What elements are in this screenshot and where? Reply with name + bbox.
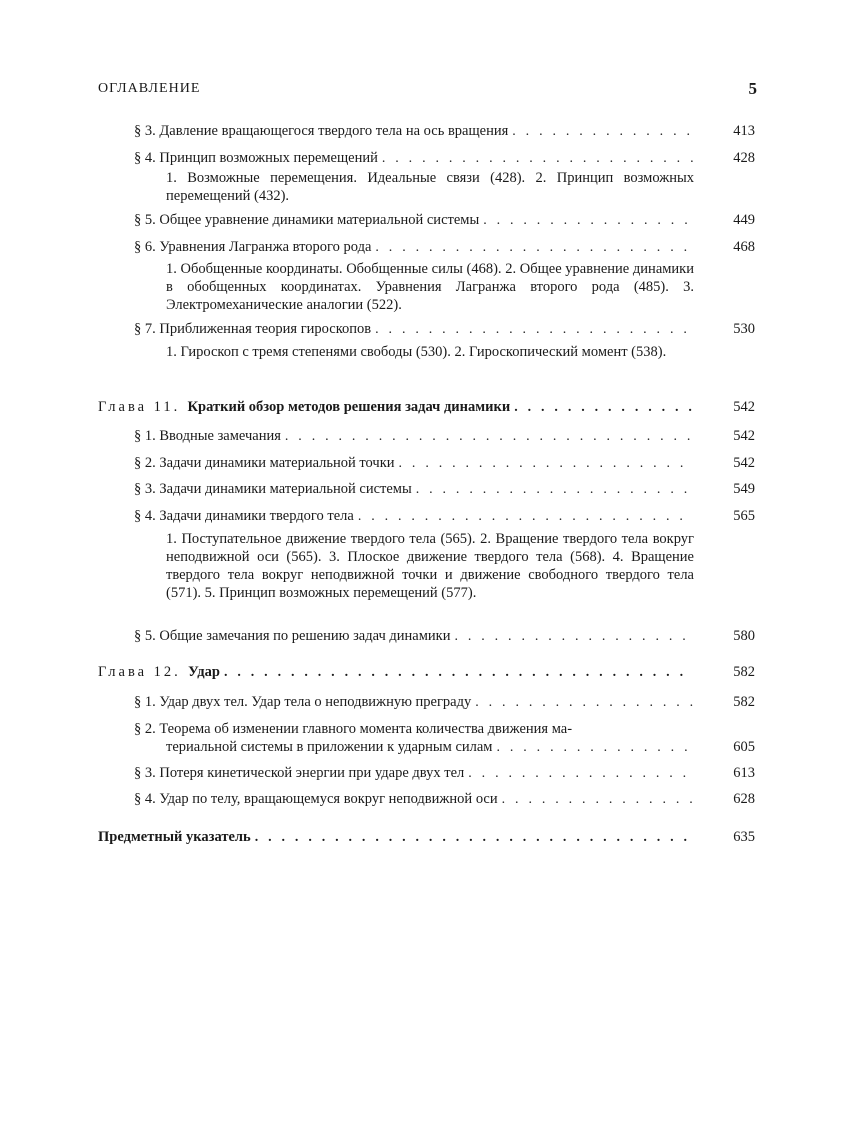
toc-entry[interactable] [166,739,755,759]
toc-entry-label: § 7. Приближенная теория гироскопов [134,321,372,337]
toc-entry[interactable] [134,765,755,785]
toc-entry-page: 542 [733,455,755,471]
toc-subsections: 1. Обобщенные координаты. Обобщенные силы (468). 2. Общее уравнение динамики в обобщенных координатах. Уравнения Лагранжа второго рода (485). 3. Электромеханические аналогии (522). [166,261,694,313]
toc-entry-page: 582 [733,694,755,710]
toc-entry[interactable] [134,455,755,475]
dot-leader [251,830,693,846]
toc-index-entry[interactable] [98,829,755,849]
toc-entry-label: § 3. Задачи динамики материальной системы [134,481,412,497]
dot-leader [450,629,693,645]
toc-entry-page: 449 [733,212,755,228]
chapter-title: Краткий обзор методов решения задач динамики [187,399,511,415]
toc-entry-label: § 1. Удар двух тел. Удар тела о неподвижную преграду [134,694,472,710]
toc-entry-label: § 3. Потеря кинетической энергии при ударе двух тел [134,765,465,781]
dot-leader [395,456,693,472]
toc-entry-label: § 1. Вводные замечания [134,428,281,444]
dot-leader [371,322,693,338]
toc-entry-page: 530 [733,321,755,337]
toc-entry[interactable] [134,212,755,232]
dot-leader [378,151,693,167]
running-head [98,81,757,101]
toc-entry-page: 580 [733,628,755,644]
toc-entry-label: Предметный указатель [98,829,251,845]
chapter-title: Удар [188,664,220,680]
toc-entry-page: 542 [733,399,755,415]
dot-leader [220,665,693,681]
toc-entry-page: 428 [733,150,755,166]
toc-entry-page: 413 [733,123,755,139]
page-number: 5 [748,79,757,98]
dot-leader [354,509,693,525]
toc-subsections: 1. Гироскоп с тремя степенями свободы (530). 2. Гироскопический момент (538). [166,344,667,360]
dot-leader [492,740,693,756]
dot-leader [371,240,693,256]
toc-entry-label: § 4. Удар по телу, вращающемуся вокруг неподвижной оси [134,791,498,807]
toc-entry[interactable] [134,628,755,648]
toc-entry[interactable] [134,239,755,259]
toc-entry[interactable] [134,508,755,528]
toc-entry-page: 565 [733,508,755,524]
toc-entry[interactable] [134,123,755,143]
toc-entry-page: 549 [733,481,755,497]
toc-entry-page: 635 [733,829,755,845]
toc-entry-line1[interactable] [134,721,755,741]
chapter-prefix: Глава 11. [98,399,181,415]
toc-entry-label: § 2. Теорема об изменении главного момента количества движения ма- [134,721,573,737]
dot-leader [479,213,693,229]
dot-leader [412,482,693,498]
dot-leader [464,766,693,782]
toc-entry-page: 582 [733,664,755,680]
toc-entry-label: § 4. Задачи динамики твердого тела [134,508,354,524]
toc-entry-label: териальной системы в приложении к ударным силам [166,739,493,755]
toc-entry-page: 613 [733,765,755,781]
running-head-title: ОГЛАВЛЕНИЕ [98,81,201,96]
toc-entry-label: § 5. Общие замечания по решению задач динамики [134,628,451,644]
chapter-prefix: Глава 12. [98,664,181,680]
toc-entry[interactable] [134,694,755,714]
toc-entry-label: § 3. Давление вращающегося твердого тела на ось вращения [134,123,509,139]
toc-entry[interactable] [134,481,755,501]
toc-subsections: 1. Возможные перемещения. Идеальные связи (428). 2. Принцип возможных перемещений (432). [166,170,694,204]
toc-entry-label: § 4. Принцип возможных перемещений [134,150,378,166]
dot-leader [510,400,693,416]
dot-leader [281,429,693,445]
toc-entry[interactable] [134,321,755,341]
toc-entry[interactable] [134,150,755,170]
dot-leader [471,695,693,711]
toc-entry[interactable] [134,791,755,811]
toc-chapter[interactable] [98,399,755,419]
toc-chapter[interactable] [98,664,755,684]
toc-entry-label: § 2. Задачи динамики материальной точки [134,455,395,471]
toc-entry-label: § 6. Уравнения Лагранжа второго рода [134,239,372,255]
toc-entry[interactable] [134,428,755,448]
toc-entry-page: 605 [733,739,755,755]
toc-subsections: 1. Поступательное движение твердого тела (565). 2. Вращение твердого тела вокруг неподвижной оси (565). 3. Плоское движение твердого тела (568). 4. Вращение твердого тела вокруг неподвижной точки и движение свободного твердого тела (571). 5. Принцип возможных перемещений (577). [166,531,694,601]
toc-entry-page: 628 [733,791,755,807]
toc-entry-label: § 5. Общее уравнение динамики материальной системы [134,212,480,228]
toc-entry-page: 468 [733,239,755,255]
dot-leader [498,792,693,808]
dot-leader [508,124,693,140]
toc-entry-page: 542 [733,428,755,444]
